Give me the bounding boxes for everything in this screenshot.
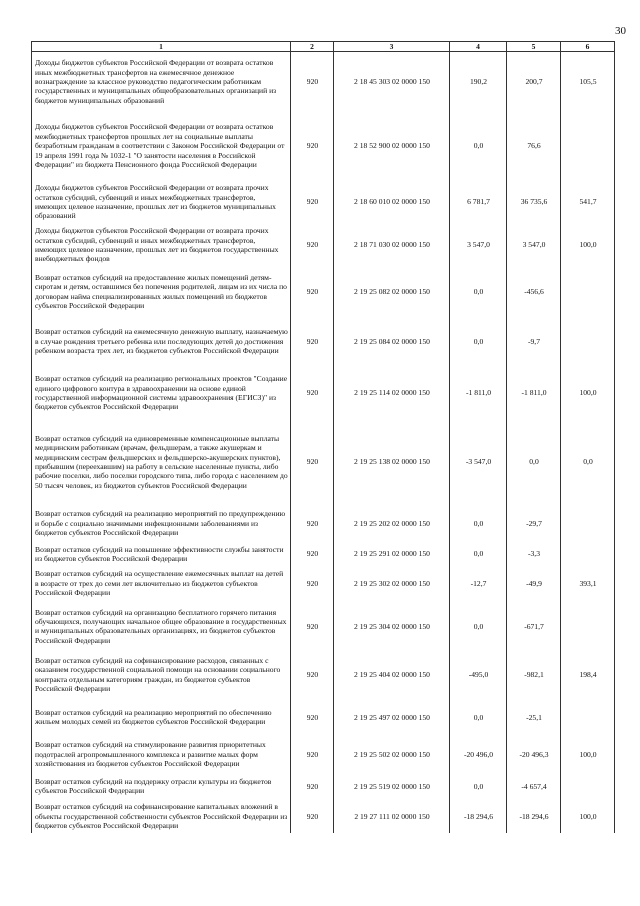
table-row: [32, 601, 615, 651]
row-value-col6: 0,0: [561, 420, 615, 505]
table-row: [32, 267, 615, 317]
table-row: [32, 367, 615, 420]
row-description: Возврат остатков субсидий на стимулирование развития приоритетных подотраслей агропромышленного комплекса и развитие малых форм хозяйствования из бюджетов субъектов Российской Федерации: [32, 736, 291, 772]
row-description: Возврат остатков субсидий на ежемесячную денежную выплату, назначаемую в случае рождения третьего ребенка или последующих детей до достижения ребенком возраста трех лет, из бюджетов субъектов Российской Федерации: [32, 317, 291, 367]
page-number: 30: [615, 25, 626, 37]
row-value-col4: -18 294,6: [450, 800, 507, 832]
row-budget-code: 2 18 60 010 02 0000 150: [334, 181, 450, 224]
row-description: Доходы бюджетов субъектов Российской Федерации от возврата прочих остатков субсидий, субвенций и иных межбюджетных трансфертов, имеющих целевое назначение, прошлых лет из бюджетов государственных внебюджетных фондов: [32, 224, 291, 267]
row-description: Возврат остатков субсидий на реализацию мероприятий по предупреждению и борьбе с социально значимыми инфекционными заболеваниями из бюджетов субъектов Российской Федерации: [32, 505, 291, 543]
column-header: 4: [450, 42, 507, 52]
row-value-col6: [561, 601, 615, 651]
row-description: Возврат остатков субсидий на софинансирование расходов, связанных с оказанием государственной социальной помощи на основании социального контракта отдельным категориям граждан, из бюджетов субъектов Российской Федерации: [32, 651, 291, 698]
row-value-col4: 0,0: [450, 505, 507, 543]
row-value-col4: 3 547,0: [450, 224, 507, 267]
row-budget-code: 2 19 27 111 02 0000 150: [334, 800, 450, 832]
row-budget-code: 2 19 25 302 02 0000 150: [334, 565, 450, 601]
row-description: Возврат остатков субсидий на предоставление жилых помещений детям-сиротам и детям, оставшимся без попечения родителей, лицам из их числа по договорам найма специализированных жилых помещений из бюджетов субъектов Российской Федерации: [32, 267, 291, 317]
row-value-col5: -982,1: [507, 651, 561, 698]
row-value-col5: -20 496,3: [507, 736, 561, 772]
row-admin-code: 920: [291, 800, 334, 832]
table-row: [32, 565, 615, 601]
row-value-col4: 0,0: [450, 267, 507, 317]
table-row: [32, 181, 615, 224]
row-value-col5: -671,7: [507, 601, 561, 651]
row-budget-code: 2 19 25 202 02 0000 150: [334, 505, 450, 543]
row-admin-code: 920: [291, 317, 334, 367]
row-value-col4: -20 496,0: [450, 736, 507, 772]
row-description: Возврат остатков субсидий на поддержку отрасли культуры из бюджетов субъектов Российской Федерации: [32, 772, 291, 800]
row-value-col5: -29,7: [507, 505, 561, 543]
row-value-col4: 6 781,7: [450, 181, 507, 224]
row-budget-code: 2 19 25 519 02 0000 150: [334, 772, 450, 800]
row-value-col4: -12,7: [450, 565, 507, 601]
table-row: [32, 52, 615, 112]
row-admin-code: 920: [291, 112, 334, 181]
row-value-col4: 0,0: [450, 601, 507, 651]
column-header: 1: [32, 42, 291, 52]
row-value-col6: [561, 505, 615, 543]
row-value-col4: -1 811,0: [450, 367, 507, 420]
row-value-col6: [561, 317, 615, 367]
row-description: Возврат остатков субсидий на организацию бесплатного горячего питания обучающихся, получающих начальное общее образование в государственных и муниципальных образовательных организациях, из бюджетов субъектов Российской Федерации: [32, 601, 291, 651]
table-row: [32, 505, 615, 543]
row-admin-code: 920: [291, 224, 334, 267]
row-description: Возврат остатков субсидий на единовременные компенсационные выплаты медицинским работникам (врачам, фельдшерам, а также акушеркам и медицинским сестрам фельдшерских и фельдшерско-акушерских пунктов), прибывшим (переехавшим) на работу в сельские населенные пункты, либо рабочие поселки, либо поселки городского типа, либо города с населением до 50 тысяч человек, из бюджетов субъектов Российской Федерации: [32, 420, 291, 505]
row-value-col5: -9,7: [507, 317, 561, 367]
column-header: 6: [561, 42, 615, 52]
row-admin-code: 920: [291, 772, 334, 800]
row-description: Доходы бюджетов субъектов Российской Федерации от возврата остатков иных межбюджетных трансфертов на ежемесячное денежное вознаграждение за классное руководство педагогическим работникам государственных и муниципальных общеобразовательных организаций из бюджетов муниципальных образований: [32, 52, 291, 112]
row-budget-code: 2 19 25 502 02 0000 150: [334, 736, 450, 772]
table-row: [32, 736, 615, 772]
row-budget-code: 2 19 25 138 02 0000 150: [334, 420, 450, 505]
row-value-col4: -3 547,0: [450, 420, 507, 505]
table-row: [32, 224, 615, 267]
row-value-col6: 100,0: [561, 800, 615, 832]
budget-table: [31, 41, 615, 833]
row-value-col6: [561, 112, 615, 181]
row-value-col6: 198,4: [561, 651, 615, 698]
row-admin-code: 920: [291, 601, 334, 651]
row-budget-code: 2 19 25 082 02 0000 150: [334, 267, 450, 317]
row-value-col5: 76,6: [507, 112, 561, 181]
row-value-col4: 0,0: [450, 317, 507, 367]
row-admin-code: 920: [291, 565, 334, 601]
row-description: Доходы бюджетов субъектов Российской Федерации от возврата остатков межбюджетных трансфертов прошлых лет на социальные выплаты безработным гражданам в соответствии с Законом Российской Федерации от 19 апреля 1991 года № 1032-1 "О занятости населения в Российской Федерации" из бюджета Пенсионного фонда Российской Федерации: [32, 112, 291, 181]
table-row: [32, 112, 615, 181]
row-value-col5: 200,7: [507, 52, 561, 112]
table-row: [32, 800, 615, 832]
table-row: [32, 543, 615, 566]
row-admin-code: 920: [291, 367, 334, 420]
row-value-col6: [561, 698, 615, 736]
row-value-col5: 0,0: [507, 420, 561, 505]
row-admin-code: 920: [291, 420, 334, 505]
row-value-col4: -495,0: [450, 651, 507, 698]
row-budget-code: 2 19 25 114 02 0000 150: [334, 367, 450, 420]
row-value-col5: -4 657,4: [507, 772, 561, 800]
row-admin-code: 920: [291, 543, 334, 566]
row-description: Возврат остатков субсидий на реализацию региональных проектов "Создание единого цифрового контура в здравоохранении на основе единой государственной информационной системы здравоохранения (ЕГИСЗ)" из бюджетов субъектов Российской Федерации: [32, 367, 291, 420]
row-value-col5: -18 294,6: [507, 800, 561, 832]
row-budget-code: 2 19 25 084 02 0000 150: [334, 317, 450, 367]
table-row: [32, 772, 615, 800]
row-value-col6: 100,0: [561, 224, 615, 267]
row-value-col4: 0,0: [450, 698, 507, 736]
row-value-col6: 100,0: [561, 367, 615, 420]
row-budget-code: 2 18 71 030 02 0000 150: [334, 224, 450, 267]
row-budget-code: 2 18 52 900 02 0000 150: [334, 112, 450, 181]
row-value-col5: -1 811,0: [507, 367, 561, 420]
row-value-col5: -456,6: [507, 267, 561, 317]
column-header: 3: [334, 42, 450, 52]
row-budget-code: 2 19 25 291 02 0000 150: [334, 543, 450, 566]
row-admin-code: 920: [291, 698, 334, 736]
row-value-col6: [561, 543, 615, 566]
row-value-col6: 541,7: [561, 181, 615, 224]
row-value-col4: 0,0: [450, 112, 507, 181]
row-value-col6: [561, 267, 615, 317]
row-value-col5: -3,3: [507, 543, 561, 566]
row-description: Доходы бюджетов субъектов Российской Федерации от возврата прочих остатков субсидий, субвенций и иных межбюджетных трансфертов, имеющих целевое назначение, прошлых лет из бюджетов муниципальных образований: [32, 181, 291, 224]
row-value-col6: 393,1: [561, 565, 615, 601]
row-budget-code: 2 19 25 497 02 0000 150: [334, 698, 450, 736]
row-value-col4: 190,2: [450, 52, 507, 112]
row-value-col4: 0,0: [450, 772, 507, 800]
row-value-col5: -49,9: [507, 565, 561, 601]
row-admin-code: 920: [291, 651, 334, 698]
row-value-col6: [561, 772, 615, 800]
row-description: Возврат остатков субсидий на осуществление ежемесячных выплат на детей в возрасте от трех до семи лет включительно из бюджетов субъектов Российской Федерации: [32, 565, 291, 601]
row-budget-code: 2 19 25 404 02 0000 150: [334, 651, 450, 698]
table-row: [32, 317, 615, 367]
row-value-col6: 105,5: [561, 52, 615, 112]
row-budget-code: 2 18 45 303 02 0000 150: [334, 52, 450, 112]
header-row: [32, 42, 615, 52]
row-value-col5: 3 547,0: [507, 224, 561, 267]
column-header: 2: [291, 42, 334, 52]
row-description: Возврат остатков субсидий на повышение эффективности службы занятости из бюджетов субъектов Российской Федерации: [32, 543, 291, 566]
row-description: Возврат остатков субсидий на реализацию мероприятий по обеспечению жильем молодых семей из бюджетов субъектов Российской Федерации: [32, 698, 291, 736]
table-row: [32, 698, 615, 736]
row-budget-code: 2 19 25 304 02 0000 150: [334, 601, 450, 651]
row-admin-code: 920: [291, 736, 334, 772]
row-admin-code: 920: [291, 52, 334, 112]
row-admin-code: 920: [291, 267, 334, 317]
table-row: [32, 651, 615, 698]
row-admin-code: 920: [291, 181, 334, 224]
column-header: 5: [507, 42, 561, 52]
row-value-col5: 36 735,6: [507, 181, 561, 224]
row-value-col6: 100,0: [561, 736, 615, 772]
table-row: [32, 420, 615, 505]
row-value-col5: -25,1: [507, 698, 561, 736]
row-admin-code: 920: [291, 505, 334, 543]
row-value-col4: 0,0: [450, 543, 507, 566]
row-description: Возврат остатков субсидий на софинансирование капитальных вложений в объекты государственной собственности субъектов Российской Федерации из бюджетов субъектов Российской Федерации: [32, 800, 291, 832]
